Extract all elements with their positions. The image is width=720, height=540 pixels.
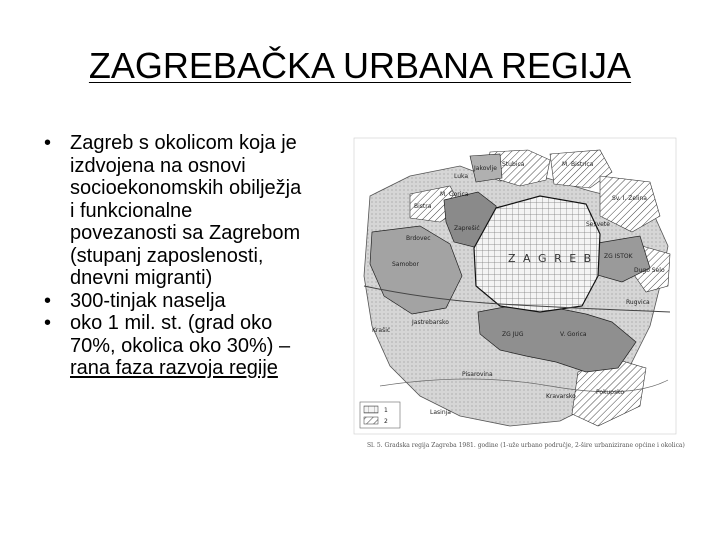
map-label-zapresic: Zaprešić — [454, 225, 480, 232]
legend-label-2: 2 — [384, 418, 388, 425]
bullet-dot: • — [44, 132, 52, 154]
map-label-zg-jug: ZG JUG — [502, 331, 524, 338]
map-label-kravarsko: Kravarsko — [546, 393, 576, 400]
map-label-pisarovina: Pisarovina — [462, 371, 493, 378]
bullet-line: povezanosti sa Zagrebom — [70, 222, 301, 244]
map-label-zelina: Sv. I. Zelina — [612, 195, 647, 202]
map-label-jastrebarsko: Jastrebarsko — [412, 319, 449, 326]
map-label-brdovec: Brdovec — [406, 235, 431, 242]
bullet-dot: • — [44, 289, 52, 312]
slide-title: ZAGREBAČKA URBANA REGIJA — [88, 45, 632, 86]
map-label-samobor: Samobor — [392, 261, 419, 268]
region-map — [350, 136, 680, 456]
map-label-zg-istok: ZG ISTOK — [604, 253, 633, 260]
map-label-dugo-selo: Dugo Selo — [634, 267, 665, 274]
map-label-luka: Luka — [454, 173, 469, 180]
map-label-sesvete: Sesvete — [586, 221, 610, 228]
bullet-line: (stupanj zaposlenosti, — [70, 244, 264, 267]
legend-swatch-2 — [364, 417, 378, 424]
bullet-line: oko 1 mil. st. (grad oko — [70, 312, 273, 334]
map-label-bistra: Bistra — [414, 203, 432, 210]
bullet-line: izdvojena na osnovi — [70, 154, 246, 177]
bullet-item — [44, 132, 344, 290]
map-label-rugvica: Rugvica — [626, 299, 650, 306]
bullet-line: Zagreb s okolicom koja je — [70, 132, 297, 154]
bullet-line: i funkcionalne — [70, 199, 193, 222]
legend-swatch-1 — [364, 406, 378, 413]
bullet-line: rana faza razvoja regije — [70, 357, 278, 379]
legend-label-1: 1 — [384, 407, 388, 414]
region-map-svg — [350, 136, 680, 456]
bullet-item — [44, 290, 344, 313]
map-label-jakovlje: Jakovlje — [474, 165, 497, 172]
bullet-line: dnevni migranti) — [70, 267, 213, 289]
map-legend — [360, 402, 400, 428]
bullet-line: socioekonomskih obilježja — [70, 177, 302, 199]
map-label-lasinja: Lasinja — [430, 409, 451, 416]
map-label-pokupsko: Pokupsko — [596, 389, 625, 396]
bullet-line: 300-tinjak naselja — [70, 289, 226, 312]
bullet-item — [44, 312, 344, 380]
map-label-m-bistrica: M. Bistrica — [562, 161, 594, 168]
map-label-krasic: Krašić — [372, 327, 391, 334]
map-label-m-gorica: M. Gorica — [440, 191, 469, 198]
map-label-velika-gorica: V. Gorica — [560, 331, 587, 338]
map-label-zagreb: Z A G R E B — [508, 252, 594, 265]
bullet-dot: • — [44, 312, 52, 334]
bullet-line: 70%, okolica oko 30%) – — [70, 334, 291, 357]
bullet-list — [44, 132, 344, 380]
map-label-stubica: Stubica — [502, 161, 525, 168]
map-caption: Sl. 5. Gradska regija Zagreba 1981. godine (1-uže urbano područje, 2-šire urbanizirane općine i okolica) — [367, 442, 685, 449]
